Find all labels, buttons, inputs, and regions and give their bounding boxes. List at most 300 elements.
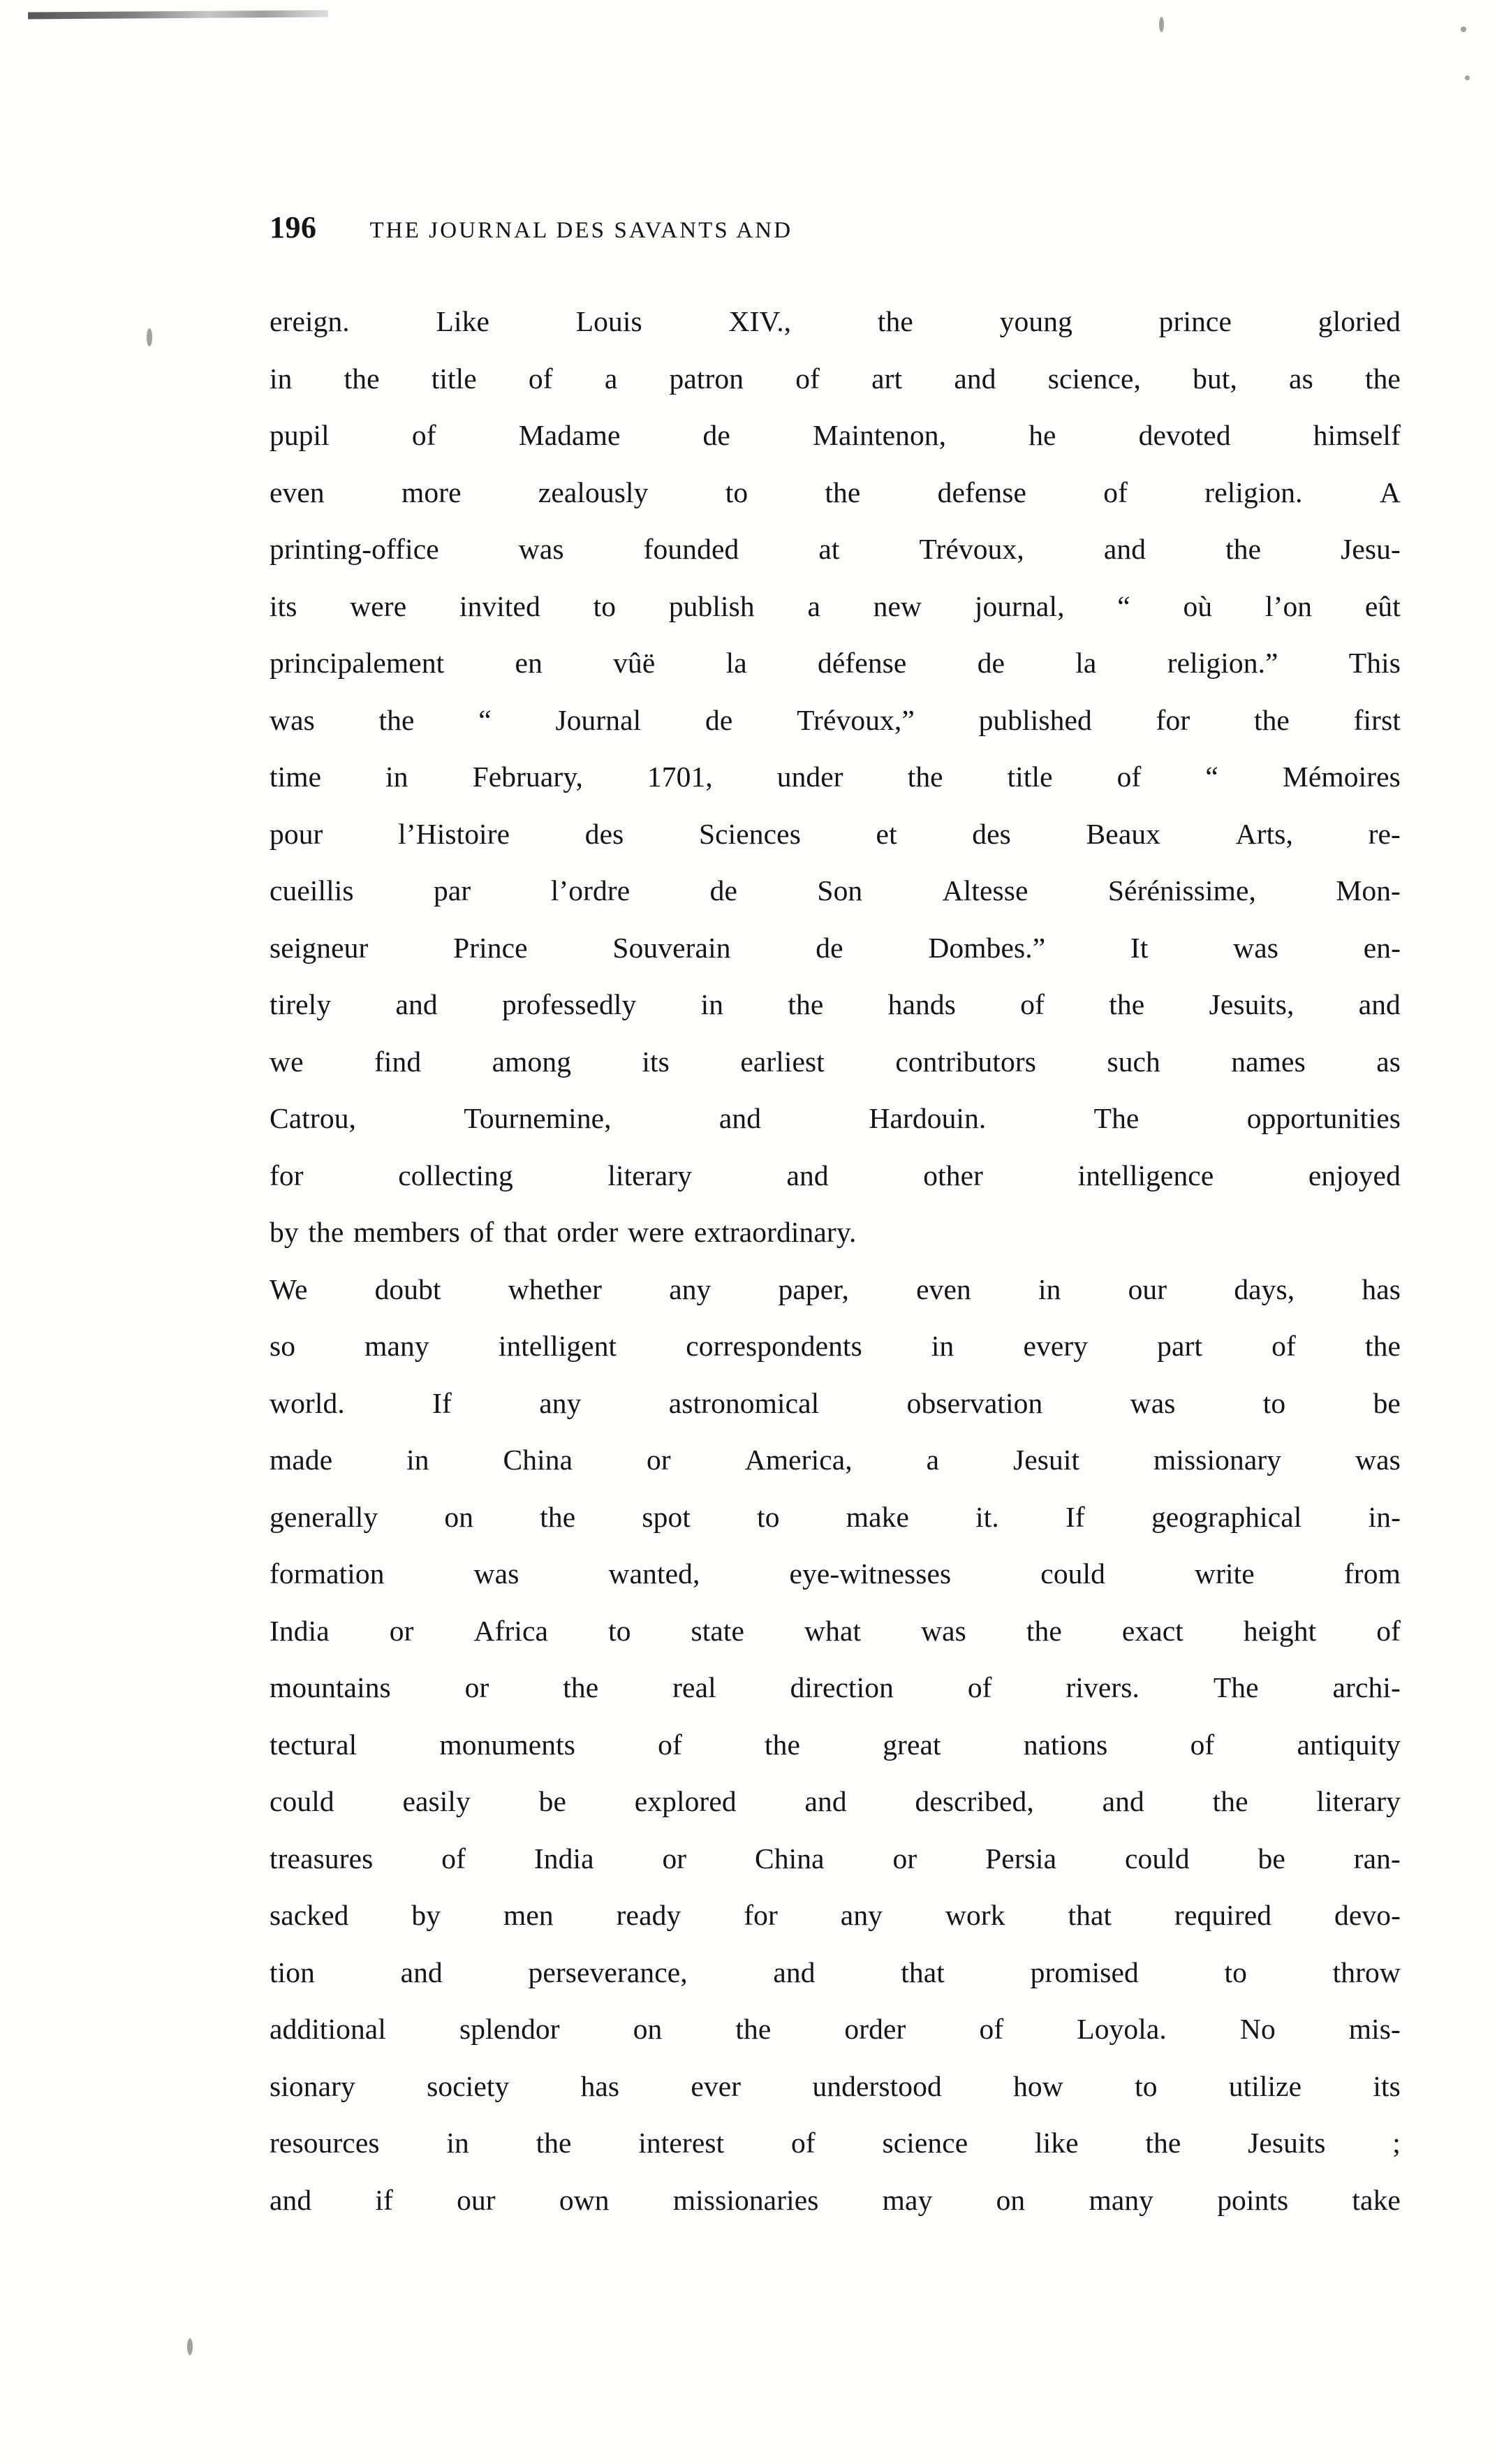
word: in [1038,1273,1061,1305]
word: on [444,1500,474,1533]
word: may [882,2183,933,2216]
word: generally [270,1500,378,1533]
text-line [270,421,1401,478]
word: on [633,2013,663,2045]
word: himself [1313,419,1401,451]
word: our [457,2183,496,2216]
word: interest [638,2127,725,2159]
word: professedly [501,988,637,1020]
word: from [1343,1557,1401,1590]
word: world. [270,1386,345,1419]
word: in [385,761,408,793]
text-line [270,1332,1401,1389]
word: the [1225,533,1262,565]
word: Like [436,305,489,337]
word: Mon- [1336,874,1401,907]
word: ever [691,2069,742,2102]
word: whether [508,1273,603,1305]
word: and [773,1956,816,1988]
text-line [270,1161,1401,1219]
word: Trévoux, [919,533,1024,565]
word: hands [887,988,956,1020]
word: des [972,817,1011,850]
word: Mémoires [1282,761,1401,793]
word: as [1376,1045,1401,1078]
word: in [446,2127,469,2159]
word: intelligent [498,1330,617,1362]
word: were [350,589,407,622]
word: make [846,1500,909,1533]
word: seigneur [270,931,369,964]
word: rivers. [1065,1671,1140,1703]
word: utilize [1228,2069,1302,2102]
word: direction [790,1671,894,1703]
word: or [892,1842,917,1875]
word: find [374,1045,422,1078]
word: be [538,1785,566,1817]
word: Son [817,874,863,907]
word: could [1124,1842,1190,1875]
word: devoted [1138,419,1231,451]
word: the [1212,1785,1248,1817]
word: No [1239,2013,1276,2045]
word: any [840,1899,883,1931]
word: the [344,362,380,395]
word: write [1195,1557,1255,1590]
word: members [353,1216,460,1248]
text-line [270,307,1401,365]
scan-speck [187,2338,193,2355]
word: Tournemine, [464,1102,612,1134]
word: Maintenon, [812,419,947,451]
word: par [434,874,471,907]
word: great [883,1728,941,1761]
word: if [375,2183,393,2216]
word: to [1135,2069,1158,2102]
page-header [270,210,1247,245]
word: en [515,647,543,679]
word: of [411,419,436,451]
word: to [1262,1386,1286,1419]
word: to [593,589,617,622]
word: the [1109,988,1145,1020]
word: Louis [575,305,642,337]
word: prince [1158,305,1232,337]
word: under [776,761,843,793]
word: The [1213,1671,1259,1703]
word: opportunities [1246,1102,1401,1134]
word: A [1379,476,1401,508]
word: de [816,931,843,964]
word: “ [1117,589,1130,622]
word: additional [270,2013,386,2045]
text-line [270,1842,1401,1902]
word: vûë [613,647,656,679]
word: of [1271,1330,1296,1362]
word: des [584,817,624,850]
word: India [270,1614,330,1647]
word: in [406,1444,429,1476]
word: the [378,703,415,736]
word: ; [1392,2127,1401,2159]
word: paper, [778,1273,850,1305]
word: mountains [270,1671,391,1703]
word: China [755,1842,825,1875]
word: Jesu- [1341,533,1401,565]
word: even [916,1273,971,1305]
word: the [1145,2127,1181,2159]
word: Persia [985,1842,1057,1875]
word: was [1355,1444,1401,1476]
word: de [705,703,733,736]
word: doubt [374,1273,441,1305]
word: l’Histoire [398,817,510,850]
text-line [270,1614,1401,1674]
word: to [608,1614,631,1647]
word: wanted, [608,1557,700,1590]
scan-speck [1461,27,1466,32]
word: literary [1316,1785,1401,1817]
word: was [518,533,564,565]
word: ready [616,1899,681,1931]
word: published [978,703,1092,736]
text-line [270,1446,1401,1503]
word: or [647,1444,671,1476]
word: geographical [1151,1500,1302,1533]
word: formation [270,1557,385,1590]
word: could [270,1785,334,1817]
word: eye-witnesses [789,1557,952,1590]
word: title [1007,761,1053,793]
text-line [270,2129,1401,2186]
word: If [1065,1500,1085,1533]
word: like [1035,2127,1079,2159]
word: founded [643,533,739,565]
word: perseverance, [528,1956,688,1988]
scan-speck [147,328,152,346]
word: of [790,2127,816,2159]
word: tion [270,1956,315,1988]
word: and [1102,1785,1144,1817]
text-line [270,703,1401,763]
word: many [1089,2183,1154,2216]
word: de [709,874,738,907]
word: every [1023,1330,1089,1362]
text-line [270,362,1401,422]
word: and [270,2183,312,2216]
text-line [270,1045,1401,1105]
word: other [923,1159,984,1191]
text-line [270,649,1401,706]
word: the [907,761,943,793]
word: contributors [895,1045,1037,1078]
word: our [1128,1273,1167,1305]
word: we [270,1045,304,1078]
word: such [1107,1045,1160,1078]
word: tirely [270,988,332,1020]
word: et [876,817,897,850]
word: explored [634,1785,737,1817]
word: Altesse [942,874,1028,907]
word: height [1243,1614,1317,1647]
word: a [807,589,820,622]
word: re- [1368,817,1401,850]
word: This [1348,647,1401,679]
word: Arts, [1235,817,1293,850]
word: of [658,1728,682,1761]
word: real [672,1671,716,1703]
word: on [996,2183,1026,2216]
text-line [270,1673,1401,1731]
word: It [1130,931,1149,964]
word: intelligence [1077,1159,1214,1191]
text-line [270,1728,1401,1788]
word: was [1130,1386,1176,1419]
word: spot [642,1500,691,1533]
word: India [533,1842,594,1875]
word: où [1183,589,1213,622]
word: of [1116,761,1142,793]
word: extraordinary. [693,1216,857,1248]
word: the [735,2013,772,2045]
word: that [901,1956,945,1988]
word: of [528,362,553,395]
text-line [270,990,1401,1048]
word: art [871,362,903,395]
word: pupil [270,419,330,451]
word: easily [402,1785,471,1817]
word: ran- [1353,1842,1401,1875]
word: by [411,1899,441,1931]
word: society [427,2069,510,2102]
word: were [628,1216,685,1248]
word: days, [1234,1273,1295,1305]
text-line [270,931,1401,991]
text-line [270,589,1401,650]
word: described, [915,1785,1034,1817]
word: XIV., [728,305,792,337]
word: Africa [473,1614,549,1647]
word: and [395,988,438,1020]
word: or [464,1671,489,1703]
word: a [926,1444,940,1476]
word: l’on [1264,589,1313,622]
word: principalement [270,647,445,679]
word: mis- [1348,2013,1401,2045]
word: monuments [439,1728,575,1761]
word: was [270,703,315,736]
word: journal, [974,589,1065,622]
word: of [1020,988,1045,1020]
word: that [503,1216,547,1248]
text-line [270,2183,1401,2243]
word: was [473,1557,519,1590]
word: in [270,362,293,395]
word: required [1174,1899,1272,1931]
word: nations [1023,1728,1108,1761]
word: could [1040,1557,1105,1590]
word: new [873,589,922,622]
word: antiquity [1297,1728,1401,1761]
word: cueillis [270,874,354,907]
word: the [540,1500,576,1533]
word: printing-office [270,533,439,565]
text-line [270,763,1401,820]
text-line [270,1557,1401,1617]
word: for [270,1159,304,1191]
word: for [1156,703,1190,736]
word: to [725,476,748,508]
text-line [270,1787,1401,1845]
word: order [556,1216,619,1248]
word: religion.” [1167,647,1278,679]
word: title [431,362,477,395]
text-line [270,1218,1401,1275]
word: Beaux [1086,817,1161,850]
word: defense [937,476,1027,508]
word: in- [1368,1500,1401,1533]
word: of [795,362,820,395]
word: We [270,1273,308,1305]
word: invited [459,589,540,622]
word: the [1026,1614,1062,1647]
word: was [921,1614,966,1647]
text-line [270,2015,1401,2072]
word: and [804,1785,847,1817]
word: treasures [270,1842,374,1875]
word: la [725,647,747,679]
word: the [825,476,861,508]
scan-speck [1159,17,1164,32]
word: observation [906,1386,1043,1419]
word: sacked [270,1899,349,1931]
word: the [765,1728,801,1761]
word: science, [1047,362,1141,395]
scan-speck [1465,75,1470,80]
word: the [877,305,913,337]
word: America, [744,1444,853,1476]
word: the [1364,362,1401,395]
word: names [1231,1045,1306,1078]
word: missionaries [672,2183,819,2216]
text-line [270,874,1401,934]
word: astronomical [668,1386,820,1419]
word: Hardouin. [869,1102,987,1134]
word: among [492,1045,572,1078]
body-text-block [270,307,1401,2243]
word: order [844,2013,906,2045]
word: de [977,647,1005,679]
word: Sciences [698,817,801,850]
word: as [1289,362,1313,395]
word: many [364,1330,429,1362]
text-line [270,1275,1401,1333]
word: exact [1121,1614,1183,1647]
text-line [270,817,1401,877]
word: Dombes.” [928,931,1046,964]
word: to [1224,1956,1247,1988]
word: by [270,1216,299,1248]
word: has [1362,1273,1401,1305]
word: what [804,1614,862,1647]
word: be [1373,1386,1401,1419]
word: in [931,1330,954,1362]
word: publish [668,589,755,622]
word: 1701, [647,761,713,793]
word: how [1013,2069,1063,2102]
word: tectural [270,1728,357,1761]
word: and [400,1956,443,1988]
text-line [270,1104,1401,1161]
word: If [432,1386,452,1419]
word: made [270,1444,333,1476]
word: that [1068,1899,1112,1931]
word: be [1258,1842,1285,1875]
word: of [979,2013,1004,2045]
word: promised [1030,1956,1139,1988]
word: and [1358,988,1401,1020]
word: la [1075,647,1097,679]
word: l’ordre [550,874,630,907]
word: even [270,476,325,508]
word: correspondents [686,1330,862,1362]
word: literary [607,1159,692,1191]
word: Sérénissime, [1107,874,1256,907]
word: the [308,1216,344,1248]
word: archi- [1332,1671,1401,1703]
word: the [563,1671,599,1703]
word: was [1233,931,1279,964]
word: or [389,1614,414,1647]
word: it. [975,1500,999,1533]
word: for [744,1899,778,1931]
word: eût [1364,589,1401,622]
word: China [503,1444,573,1476]
word: of [441,1842,466,1875]
word: February, [472,761,583,793]
word: en- [1363,931,1401,964]
word: men [503,1899,554,1931]
word: points [1217,2183,1289,2216]
word: ereign. [270,305,350,337]
word: own [559,2183,610,2216]
word: more [401,476,462,508]
word: state [691,1614,745,1647]
word: Jesuits, [1209,988,1295,1020]
word: or [662,1842,687,1875]
word: any [539,1386,582,1419]
word: in [700,988,724,1020]
word: de [702,419,730,451]
word: zealously [538,476,649,508]
word: collecting [398,1159,513,1191]
word: young [999,305,1072,337]
word: time [270,761,322,793]
text-line [270,1386,1401,1446]
word: throw [1332,1956,1401,1988]
word: Madame [518,419,621,451]
word: its [1373,2069,1401,2102]
text-line [270,1901,1401,1958]
word: and [786,1159,829,1191]
word: part [1157,1330,1203,1362]
word: patron [669,362,744,395]
scan-edge-artifact [28,10,328,19]
word: the [1364,1330,1401,1362]
word: take [1352,2183,1401,2216]
word: and [718,1102,762,1134]
text-line [270,1500,1401,1560]
